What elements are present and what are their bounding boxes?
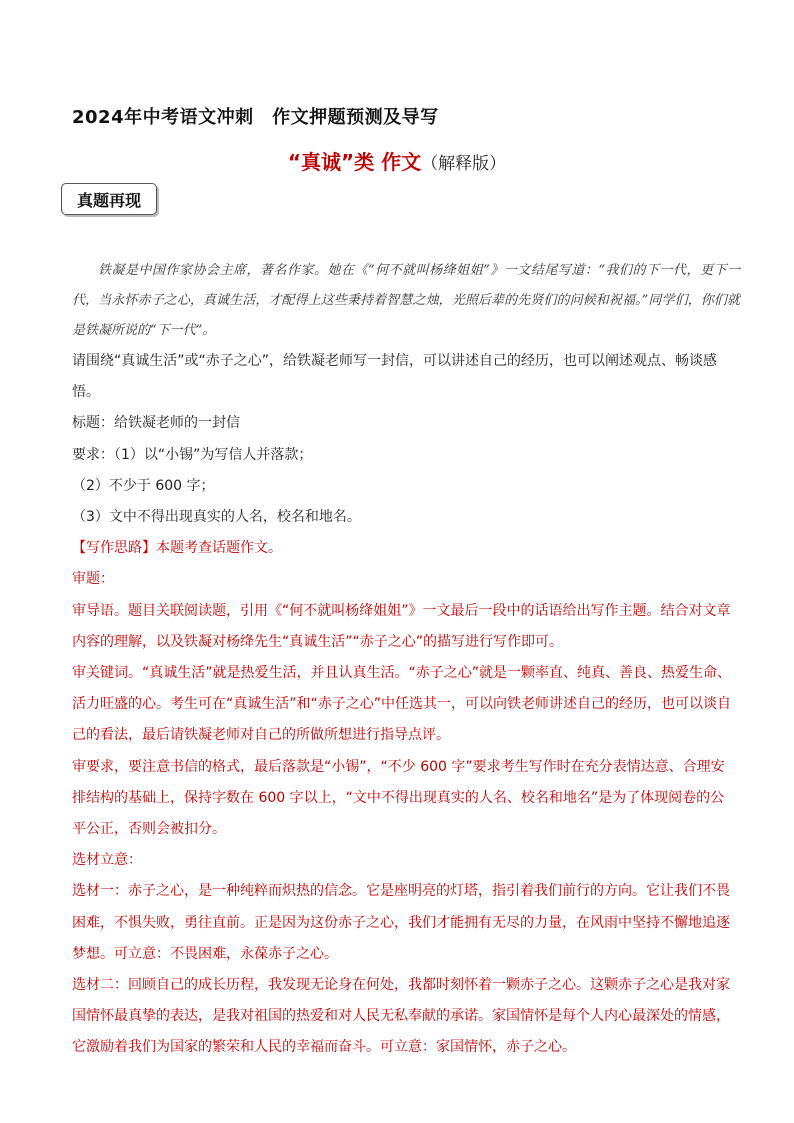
writing-idea-label: 【写作思路】 (72, 540, 156, 557)
quote-paragraph: 铁凝是中国作家协会主席，著名作家。她在《“何不就叫杨绛姐姐”》一文结尾写道：“我们的下一代，更下一代，当永怀赤子之心，真诚生活，才配得上这些秉持着智慧之烛，光照后辈的先贤们的问候和祝福。”同学们，你们就是铁凝所说的“下一代”。 (72, 263, 740, 338)
material-option-1: 选材一：赤子之心，是一种纯粹而炽热的信念。它是座明亮的灯塔，指引着我们前行的方向。它让我们不畏困难，不惧失败，勇往直前。正是因为这份赤子之心，我们才能拥有无尽的力量，在风雨中坚持不懈地追逐梦想。可立意：不畏困难，永葆赤子之心。 (72, 883, 730, 962)
material-heading: 选材立意： (72, 852, 142, 869)
document-subtitle (0, 146, 794, 175)
analysis-heading: 审题： (72, 571, 114, 588)
prompt-paragraph: 请围绕“真诚生活”或“赤子之心”，给铁凝老师写一封信，可以讲述自己的经历，也可以阐述观点、畅谈感悟。 (72, 353, 718, 401)
document-title: 2024年中考语文冲刺 作文押题预测及导写 (72, 107, 439, 128)
writing-idea-line (72, 533, 738, 564)
requirement-1: 要求：（1）以“小锡”为写信人并落款； (72, 446, 313, 463)
document-body (72, 346, 738, 1064)
analysis-guide: 审导语。题目关联阅读题，引用《“何不就叫杨绛姐姐”》一文最后一段中的话语给出写作主题。结合对文章内容的理解，以及铁凝对杨绛先生“真诚生活”“赤子之心”的描写进行写作即可。 (72, 602, 731, 650)
writing-idea-text: 本题考查话题作文。 (156, 540, 282, 557)
material-option-2: 选材二：回顾自己的成长历程，我发现无论身在何处，我都时刻怀着一颗赤子之心。这颗赤子之心是我对家国情怀最真挚的表达，是我对祖国的热爱和对人民无私奉献的承诺。家国情怀是每个人内心最深处的情感，它激励着我们为国家的繁荣和人民的幸福而奋斗。可立意：家国情怀，赤子之心。 (72, 977, 730, 1056)
analysis-keywords: 审关键词。“真诚生活”就是热爱生活，并且认真生活。“赤子之心”就是一颗率直、纯真、善良、热爱生命、活力旺盛的心。考生可在“真诚生活”和“赤子之心”中任选其一，可以向铁老师讲述自己的经历，也可以谈自己的看法，最后请铁凝老师对自己的所做所想进行指导点评。 (72, 665, 732, 744)
title-line: 标题：给铁凝老师的一封信 (72, 415, 240, 432)
analysis-requirements: 审要求，要注意书信的格式，最后落款是“小锡”，“不少 600 字”要求考生写作时在充分表情达意、合理安排结构的基础上，保持字数在 600 字以上，“文中不得出现真实的人名、校名和地名”是为了体现阅卷的公平公正，否则会被扣分。 (72, 758, 725, 838)
requirement-2: （2）不少于 600 字； (72, 477, 215, 494)
section-heading-box: 真题再现 (61, 183, 157, 215)
subtitle-suffix: （解释版） (421, 154, 507, 174)
subtitle-main: “真诚”类 作文 (287, 150, 422, 174)
requirement-3: （3）文中不得出现真实的人名，校名和地名。 (72, 509, 361, 526)
